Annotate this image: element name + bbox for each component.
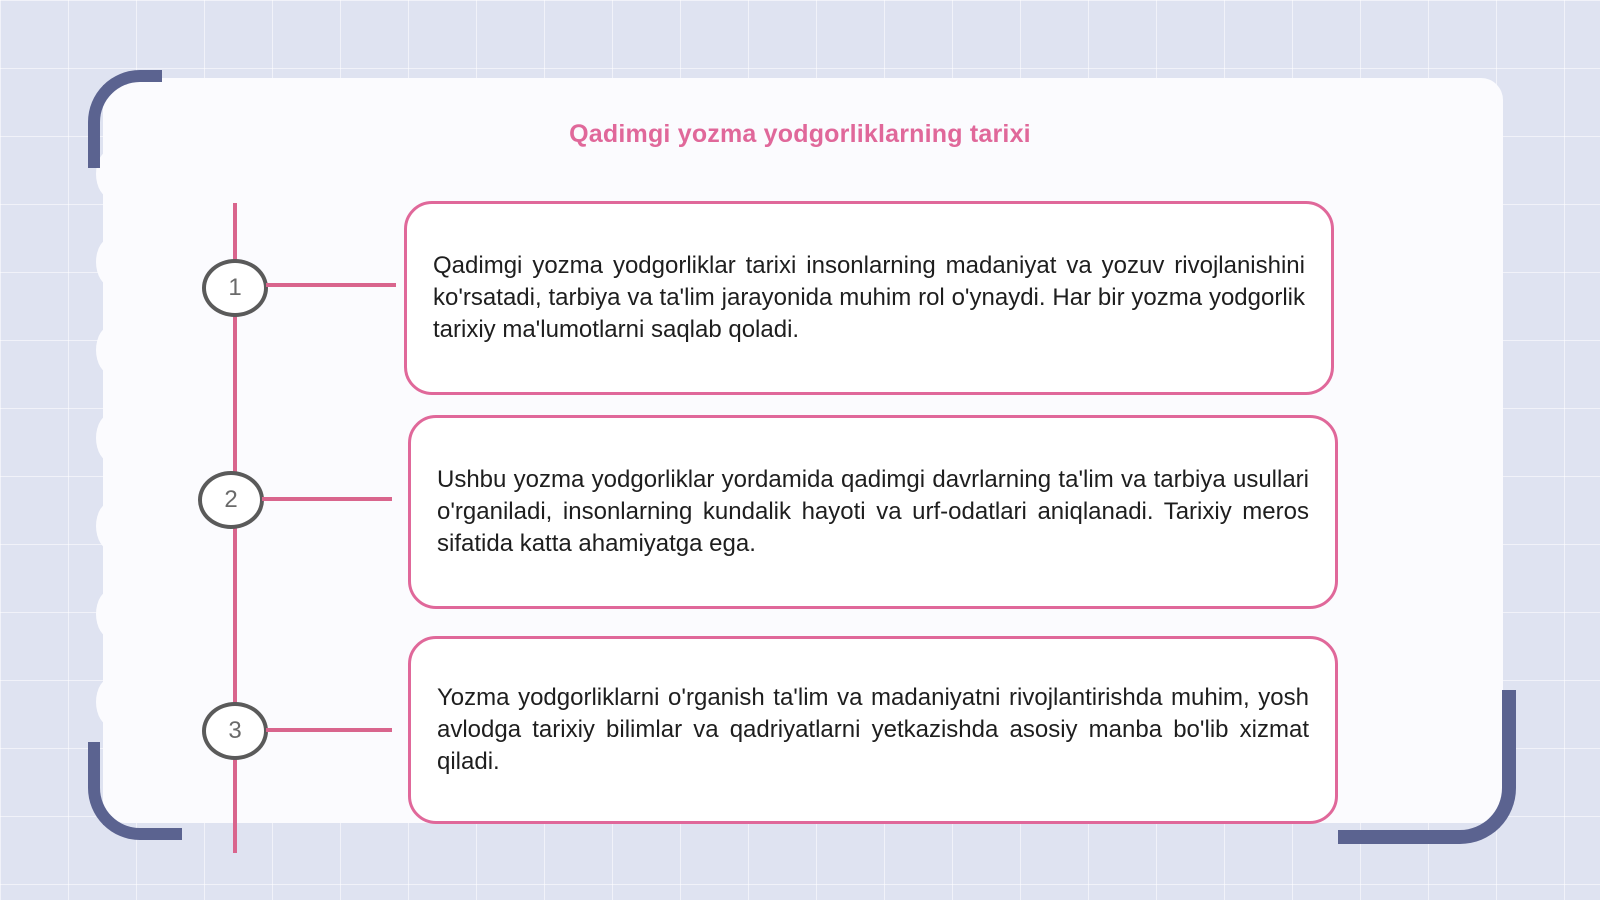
timeline-node-1: 1	[202, 259, 268, 317]
card-scallop	[96, 414, 126, 462]
text-box-3-content: Yozma yodgorliklarni o'rganish ta'lim va madaniyatni rivojlantirishda muhim, yosh avlodga tarixiy bilimlar va qadriyatlarni yetkazishda asosiy manba bo'lib xizmat qiladi.	[437, 684, 1309, 775]
card-scallop	[96, 590, 126, 638]
frame-corner-top-left	[88, 70, 162, 168]
text-box-2-content: Ushbu yozma yodgorliklar yordamida qadimgi davrlarning ta'lim va tarbiya usullari o'rganiladi, insonlarning kundalik hayoti va urf-odatlari aniqlanadi. Tarixiy meros sifatida katta ahamiyatga ega.	[437, 466, 1309, 557]
timeline-node-3: 3	[202, 702, 268, 760]
card-scallop	[96, 238, 126, 286]
text-box-1-content: Qadimgi yozma yodgorliklar tarixi insonlarning madaniyat va yozuv rivojlanishini ko'rsatadi, tarbiya va ta'lim jarayonida muhim rol o'ynaydi. Har bir yozma yodgorlik tarixiy ma'lumotlarni saqlab qoladi.	[433, 252, 1305, 343]
slide-title: Qadimgi yozma yodgorliklarning tarixi	[569, 120, 1031, 148]
card-scallop	[96, 678, 126, 726]
text-box-1	[404, 201, 1334, 395]
timeline-node-2: 2	[198, 471, 264, 529]
frame-corner-bottom-left	[88, 742, 182, 840]
timeline-connector	[262, 497, 392, 501]
text-box-2	[408, 415, 1338, 609]
card-scallop	[96, 326, 126, 374]
frame-corner-bottom-right	[1338, 690, 1516, 844]
timeline-connector	[266, 283, 396, 287]
timeline-connector	[266, 728, 392, 732]
text-box-3	[408, 636, 1338, 824]
card-scallop	[96, 502, 126, 550]
